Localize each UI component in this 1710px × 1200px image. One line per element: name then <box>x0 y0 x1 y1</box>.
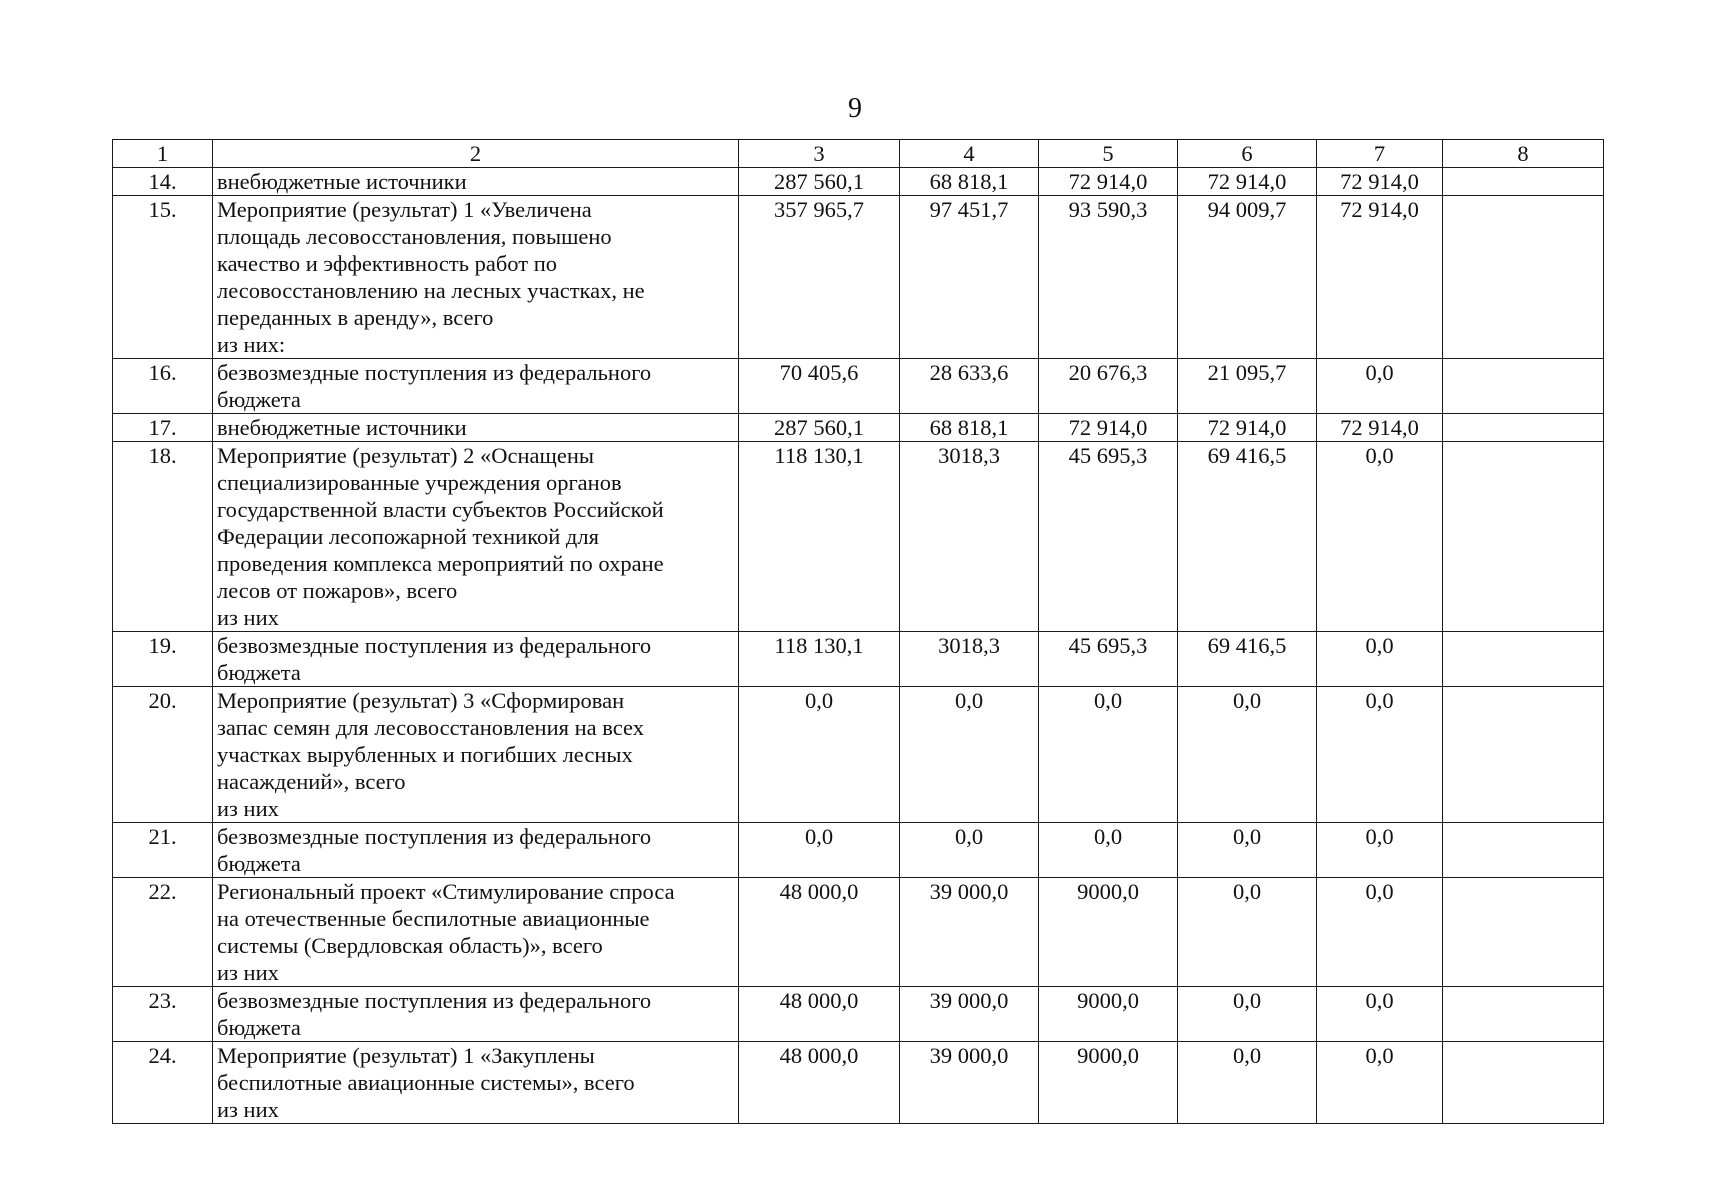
table-row <box>113 687 1604 823</box>
row-number: 24. <box>113 1042 213 1124</box>
description-line: бюджета <box>217 851 301 876</box>
value-cell-col-4: 0,0 <box>900 687 1039 823</box>
description-line: внебюджетные источники <box>217 415 467 440</box>
column-header: 2 <box>213 140 739 168</box>
value-cell-col-7: 0,0 <box>1317 687 1443 823</box>
value-cell-col-3: 357 965,7 <box>739 196 900 359</box>
column-header: 4 <box>900 140 1039 168</box>
value-cell-col-6: 72 914,0 <box>1178 414 1317 442</box>
table-row <box>113 442 1604 632</box>
value-cell-col-5: 9000,0 <box>1039 987 1178 1042</box>
table-row <box>113 823 1604 878</box>
description-line: беспилотные авиационные системы», всего <box>217 1070 635 1095</box>
value-cell-col-7: 0,0 <box>1317 987 1443 1042</box>
value-cell-col-3: 287 560,1 <box>739 168 900 196</box>
description-line: из них <box>217 1097 279 1122</box>
description-line: из них <box>217 960 279 985</box>
value-cell-col-5: 20 676,3 <box>1039 359 1178 414</box>
description-line: лесовосстановлению на лесных участках, не <box>217 278 645 303</box>
description-line: безвозмездные поступления из федерального <box>217 360 652 385</box>
row-number: 20. <box>113 687 213 823</box>
description-line: системы (Свердловская область)», всего <box>217 933 603 958</box>
value-cell-col-5: 0,0 <box>1039 687 1178 823</box>
description-line: проведения комплекса мероприятий по охране <box>217 551 664 576</box>
value-cell-col-7: 0,0 <box>1317 878 1443 987</box>
value-cell-col-6: 72 914,0 <box>1178 168 1317 196</box>
value-cell-col-4: 68 818,1 <box>900 414 1039 442</box>
row-number: 22. <box>113 878 213 987</box>
row-number: 19. <box>113 632 213 687</box>
description-line: из них: <box>217 332 286 357</box>
column-header: 7 <box>1317 140 1443 168</box>
row-description <box>213 414 739 442</box>
row-number: 18. <box>113 442 213 632</box>
row-description <box>213 196 739 359</box>
description-line: Мероприятие (результат) 1 «Закуплены <box>217 1043 595 1068</box>
description-line: Мероприятие (результат) 2 «Оснащены <box>217 443 594 468</box>
value-cell-col-8 <box>1443 442 1604 632</box>
description-line: качество и эффективность работ по <box>217 251 557 276</box>
value-cell-col-8 <box>1443 168 1604 196</box>
value-cell-col-7: 0,0 <box>1317 823 1443 878</box>
table-row <box>113 1042 1604 1124</box>
column-header: 5 <box>1039 140 1178 168</box>
value-cell-col-8 <box>1443 196 1604 359</box>
description-line: переданных в аренду», всего <box>217 305 494 330</box>
row-number: 15. <box>113 196 213 359</box>
column-header: 8 <box>1443 140 1604 168</box>
value-cell-col-3: 48 000,0 <box>739 878 900 987</box>
column-header: 6 <box>1178 140 1317 168</box>
value-cell-col-8 <box>1443 823 1604 878</box>
value-cell-col-7: 0,0 <box>1317 442 1443 632</box>
description-line: площадь лесовосстановления, повышено <box>217 224 612 249</box>
row-description <box>213 632 739 687</box>
value-cell-col-8 <box>1443 987 1604 1042</box>
value-cell-col-7: 72 914,0 <box>1317 414 1443 442</box>
value-cell-col-4: 97 451,7 <box>900 196 1039 359</box>
value-cell-col-4: 39 000,0 <box>900 878 1039 987</box>
row-description <box>213 1042 739 1124</box>
value-cell-col-3: 0,0 <box>739 687 900 823</box>
value-cell-col-8 <box>1443 359 1604 414</box>
value-cell-col-5: 45 695,3 <box>1039 442 1178 632</box>
description-line: из них <box>217 605 279 630</box>
value-cell-col-4: 39 000,0 <box>900 1042 1039 1124</box>
value-cell-col-5: 0,0 <box>1039 823 1178 878</box>
description-line: Федерации лесопожарной техникой для <box>217 524 599 549</box>
value-cell-col-8 <box>1443 1042 1604 1124</box>
value-cell-col-6: 94 009,7 <box>1178 196 1317 359</box>
value-cell-col-6: 21 095,7 <box>1178 359 1317 414</box>
row-description <box>213 359 739 414</box>
row-description <box>213 987 739 1042</box>
description-line: бюджета <box>217 1015 301 1040</box>
value-cell-col-4: 0,0 <box>900 823 1039 878</box>
value-cell-col-5: 45 695,3 <box>1039 632 1178 687</box>
value-cell-col-3: 0,0 <box>739 823 900 878</box>
description-line: Региональный проект «Стимулирование спроса <box>217 879 675 904</box>
description-line: Мероприятие (результат) 3 «Сформирован <box>217 688 625 713</box>
description-line: безвозмездные поступления из федерального <box>217 988 652 1013</box>
description-line: из них <box>217 796 279 821</box>
column-header: 3 <box>739 140 900 168</box>
description-line: государственной власти субъектов Российской <box>217 497 664 522</box>
value-cell-col-7: 72 914,0 <box>1317 196 1443 359</box>
description-line: безвозмездные поступления из федерального <box>217 633 652 658</box>
table-row <box>113 878 1604 987</box>
value-cell-col-3: 287 560,1 <box>739 414 900 442</box>
table-row <box>113 987 1604 1042</box>
row-description <box>213 442 739 632</box>
table-row <box>113 359 1604 414</box>
value-cell-col-3: 48 000,0 <box>739 987 900 1042</box>
value-cell-col-7: 0,0 <box>1317 632 1443 687</box>
value-cell-col-8 <box>1443 878 1604 987</box>
row-number: 16. <box>113 359 213 414</box>
row-description <box>213 168 739 196</box>
value-cell-col-8 <box>1443 414 1604 442</box>
column-header: 1 <box>113 140 213 168</box>
value-cell-col-7: 72 914,0 <box>1317 168 1443 196</box>
value-cell-col-7: 0,0 <box>1317 1042 1443 1124</box>
table-row <box>113 414 1604 442</box>
description-line: насаждений», всего <box>217 769 406 794</box>
table-header-row <box>113 140 1604 168</box>
description-line: запас семян для лесовосстановления на всех <box>217 715 644 740</box>
row-description <box>213 878 739 987</box>
description-line: специализированные учреждения органов <box>217 470 622 495</box>
value-cell-col-5: 9000,0 <box>1039 1042 1178 1124</box>
row-number: 14. <box>113 168 213 196</box>
value-cell-col-3: 48 000,0 <box>739 1042 900 1124</box>
row-number: 21. <box>113 823 213 878</box>
value-cell-col-5: 72 914,0 <box>1039 168 1178 196</box>
value-cell-col-8 <box>1443 687 1604 823</box>
value-cell-col-3: 118 130,1 <box>739 442 900 632</box>
description-line: внебюджетные источники <box>217 169 467 194</box>
value-cell-col-5: 93 590,3 <box>1039 196 1178 359</box>
description-line: лесов от пожаров», всего <box>217 578 458 603</box>
description-line: бюджета <box>217 387 301 412</box>
budget-table <box>112 139 1604 1124</box>
value-cell-col-3: 118 130,1 <box>739 632 900 687</box>
row-description <box>213 687 739 823</box>
value-cell-col-3: 70 405,6 <box>739 359 900 414</box>
value-cell-col-4: 39 000,0 <box>900 987 1039 1042</box>
row-number: 17. <box>113 414 213 442</box>
value-cell-col-6: 69 416,5 <box>1178 632 1317 687</box>
value-cell-col-6: 0,0 <box>1178 878 1317 987</box>
value-cell-col-6: 0,0 <box>1178 1042 1317 1124</box>
table-body <box>113 140 1604 1124</box>
value-cell-col-4: 68 818,1 <box>900 168 1039 196</box>
description-line: на отечественные беспилотные авиационные <box>217 906 650 931</box>
value-cell-col-4: 3018,3 <box>900 442 1039 632</box>
row-description <box>213 823 739 878</box>
table-row <box>113 196 1604 359</box>
description-line: безвозмездные поступления из федерального <box>217 824 652 849</box>
table-row <box>113 168 1604 196</box>
value-cell-col-6: 69 416,5 <box>1178 442 1317 632</box>
page-number: 9 <box>848 93 862 124</box>
value-cell-col-6: 0,0 <box>1178 687 1317 823</box>
table-row <box>113 632 1604 687</box>
value-cell-col-7: 0,0 <box>1317 359 1443 414</box>
description-line: бюджета <box>217 660 301 685</box>
value-cell-col-5: 9000,0 <box>1039 878 1178 987</box>
description-line: Мероприятие (результат) 1 «Увеличена <box>217 197 592 222</box>
description-line: участках вырубленных и погибших лесных <box>217 742 633 767</box>
row-number: 23. <box>113 987 213 1042</box>
value-cell-col-8 <box>1443 632 1604 687</box>
value-cell-col-6: 0,0 <box>1178 823 1317 878</box>
value-cell-col-4: 3018,3 <box>900 632 1039 687</box>
value-cell-col-5: 72 914,0 <box>1039 414 1178 442</box>
value-cell-col-6: 0,0 <box>1178 987 1317 1042</box>
value-cell-col-4: 28 633,6 <box>900 359 1039 414</box>
